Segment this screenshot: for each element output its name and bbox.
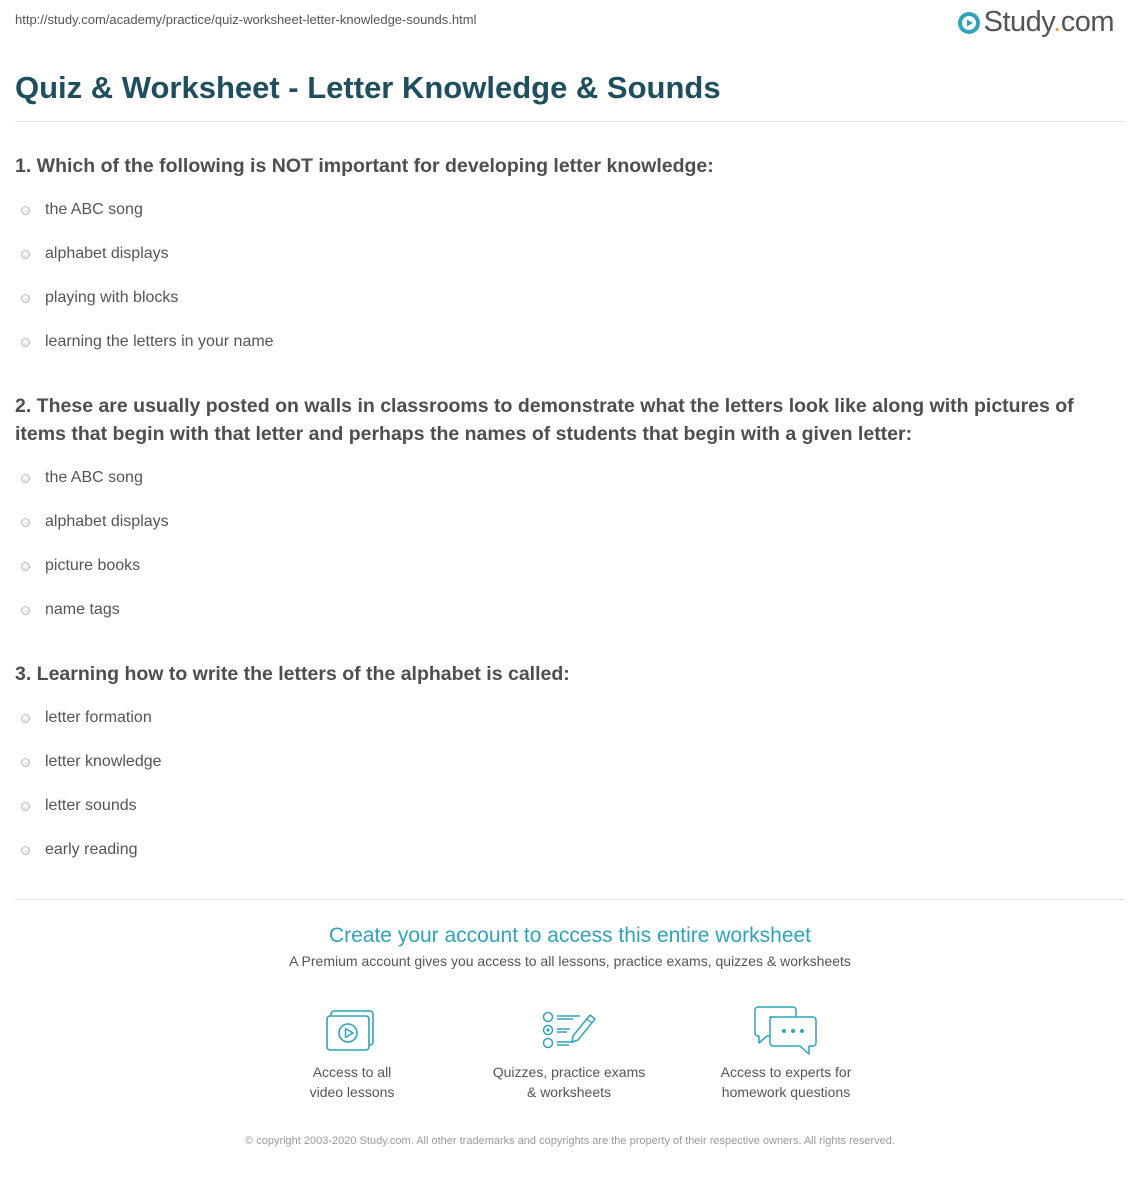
feature-quizzes [469,1004,669,1102]
option-label: the ABC song [45,201,143,218]
answer-option[interactable] [21,243,169,265]
option-label: letter sounds [45,797,137,814]
play-circle-icon [957,11,981,35]
radio-button[interactable] [21,802,30,811]
answer-option[interactable] [21,199,143,221]
study-logo[interactable] [957,6,1114,39]
option-label: learning the letters in your name [45,333,274,350]
feature-label: Access to experts for homework questions [720,1064,852,1100]
answer-option[interactable] [21,707,152,729]
radio-button[interactable] [21,714,30,723]
divider [15,121,1125,122]
logo-text: Study.com [983,6,1114,38]
divider [15,899,1125,900]
radio-button[interactable] [21,294,30,303]
chat-bubbles-icon [753,1004,819,1058]
option-label: the ABC song [45,469,143,486]
radio-button[interactable] [21,758,30,767]
radio-button[interactable] [21,562,30,571]
answer-option[interactable] [21,751,162,773]
radio-button[interactable] [21,474,30,483]
create-account-link[interactable]: Create your account to access this entire worksheet [328,924,812,947]
option-label: letter formation [45,709,152,726]
feature-label: Access to all video lessons [309,1064,395,1100]
radio-button[interactable] [21,606,30,615]
premium-description: A Premium account gives you access to all lessons, practice exams, quizzes & worksheets [289,953,851,969]
feature-label: Quizzes, practice exams & worksheets [492,1064,646,1100]
question-3: 3. Learning how to write the letters of the alphabet is called: [15,663,570,685]
question-2: 2. These are usually posted on walls in classrooms to demonstrate what the letters look like along with pictures of items that begin with that letter and perhaps the names of students that begin with a given letter: [15,395,1074,445]
option-label: picture books [45,557,141,574]
copyright-notice: © copyright 2003-2020 Study.com. All other trademarks and copyrights are the property of their respective owners. All rights reserved. [245,1135,895,1147]
answer-option[interactable] [21,555,140,577]
radio-button[interactable] [21,206,30,215]
answer-option[interactable] [21,467,143,489]
page-title: Quiz & Worksheet - Letter Knowledge & Sounds [15,70,721,105]
answer-option[interactable] [21,287,178,309]
answer-option[interactable] [21,599,120,621]
quiz-checklist-icon [540,1004,598,1058]
answer-option[interactable] [21,795,137,817]
option-label: early reading [45,841,138,858]
feature-experts [686,1004,886,1102]
answer-option[interactable] [21,839,138,861]
option-label: alphabet displays [45,513,169,530]
radio-button[interactable] [21,250,30,259]
option-label: name tags [45,601,120,618]
answer-option[interactable] [21,331,274,353]
video-lessons-icon [325,1004,379,1058]
option-label: playing with blocks [45,289,179,306]
question-1: 1. Which of the following is NOT important for developing letter knowledge: [15,155,714,177]
radio-button[interactable] [21,338,30,347]
feature-video-lessons [252,1004,452,1102]
option-label: letter knowledge [45,753,162,770]
option-label: alphabet displays [45,245,169,262]
page-url: http://study.com/academy/practice/quiz-worksheet-letter-knowledge-sounds.html [15,12,477,27]
radio-button[interactable] [21,518,30,527]
answer-option[interactable] [21,511,169,533]
radio-button[interactable] [21,846,30,855]
